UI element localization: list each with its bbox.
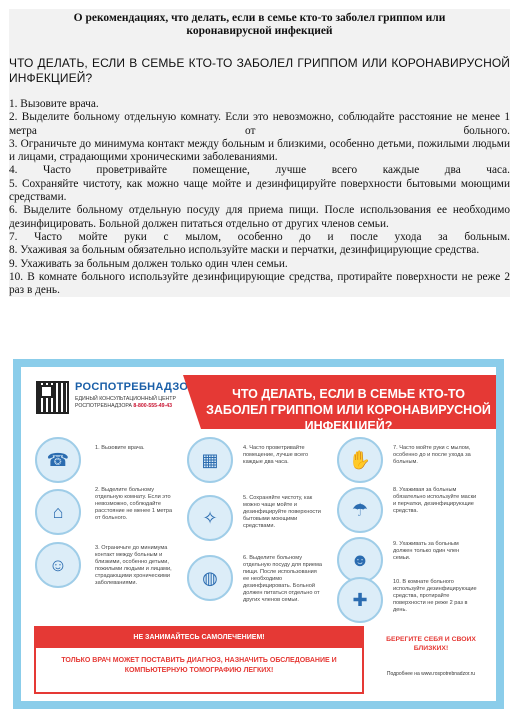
brand-block bbox=[75, 381, 196, 409]
window-icon: ▦ bbox=[187, 437, 233, 483]
section-heading: ЧТО ДЕЛАТЬ, ЕСЛИ В СЕМЬЕ КТО-ТО ЗАБОЛЕЛ ГРИППОМ ИЛИ КОРОНАВИРУСНОЙ ИНФЕКЦИЕЙ? bbox=[9, 56, 510, 85]
handwash-icon: ✋ bbox=[337, 437, 383, 483]
bed-icon: ⌂ bbox=[35, 489, 81, 535]
document-text-block bbox=[9, 9, 510, 297]
document-title: О рекомендациях, что делать, если в семье кто-то заболел гриппом или коронавирусной инфекцией bbox=[73, 12, 446, 37]
warning-box bbox=[34, 626, 364, 694]
warning-text: ТОЛЬКО ВРАЧ МОЖЕТ ПОСТАВИТЬ ДИАГНОЗ, НАЗНАЧИТЬ ОБСЛЕДОВАНИЕ И КОМПЬЮТЕРНУЮ ТОМОГРАФИЮ ЛЕГКИХ! bbox=[61, 657, 337, 674]
step-text: 8. Ухаживая за больным обязательно используйте маски и перчатки, дезинфицирующие средства. bbox=[393, 487, 477, 514]
step-text: 7. Часто мойте руки с мылом, особенно до и после ухода за больным. bbox=[393, 445, 471, 465]
step-text: 3. Ограничьте до минимума контакт между больным и близкими, особенно детьми, пожилыми людьми и лицами, страдающими хроническими заболеваниями. bbox=[95, 545, 172, 586]
step-text: 5. Сохраняйте чистоту, как можно чаще мойте и дезинфицируйте поверхности бытовыми моющими средствами. bbox=[243, 495, 321, 529]
step-text: 6. Выделите больному отдельную посуду для приема пищи. После использования ее необходимо дезинфицировать. Больной должен питаться отдельно от других членов семьи. bbox=[243, 555, 322, 603]
infographic-poster bbox=[13, 359, 504, 709]
list-item: 4. Часто проветривайте помещение, лучше всего каждые два часа. bbox=[9, 164, 510, 177]
list-item: 2. Выделите больному отдельную комнату. Если это невозможно, соблюдайте расстояние не менее 1 метра от больного. bbox=[9, 111, 510, 137]
list-item: 3. Ограничьте до минимума контакт между больным и близкими, особенно детьми, пожилыми людьми и лицами, страдающими хроническими заболеваниями. bbox=[9, 137, 510, 164]
qr-code-icon bbox=[36, 381, 69, 414]
warning-title: НЕ ЗАНИМАЙТЕСЬ САМОЛЕЧЕНИЕМ! bbox=[36, 628, 362, 648]
step-text: 4. Часто проветривайте помещение, лучше всего каждые два часа. bbox=[243, 445, 309, 465]
steps-grid bbox=[21, 437, 496, 621]
list-item: 6. Выделите больному отдельную посуду для приема пищи. После использования ее необходимо дезинфицировать. Больной должен питаться отдельно от других членов семьи. bbox=[9, 204, 510, 230]
list-item: 10. В комнате больного используйте дезинфицирующие средства, протирайте поверхности не реже 2 раз в день. bbox=[9, 270, 510, 297]
brand-name: РОСПОТРЕБНАДЗОР bbox=[75, 381, 196, 393]
recommendations-list bbox=[9, 98, 510, 297]
step-text: 2. Выделите больному отдельную комнату. Если это невозможно, соблюдайте расстояние не менее 1 метра от больного. bbox=[95, 487, 173, 521]
cleaning-icon: ✧ bbox=[187, 495, 233, 541]
step-text: 1. Вызовите врача. bbox=[95, 445, 145, 451]
list-item: 9. Ухаживать за больным должен только один член семьи. bbox=[9, 257, 288, 270]
list-item: 1. Вызовите врача. bbox=[9, 98, 99, 110]
disinfectant-icon: ✚ bbox=[337, 577, 383, 623]
family-icon: ☺ bbox=[35, 542, 81, 588]
brand-subtitle: ЕДИНЫЙ КОНСУЛЬТАЦИОННЫЙ ЦЕНТР РОСПОТРЕБНАДЗОРА 8-800-555-49-43 bbox=[75, 396, 176, 409]
poster-content bbox=[21, 367, 496, 701]
more-info-link[interactable]: Подробнее на www.rospotrebnadzor.ru bbox=[386, 671, 476, 677]
list-item: 5. Сохраняйте чистоту, как можно чаще мойте и дезинфицируйте поверхности бытовыми моющими средствами. bbox=[9, 177, 510, 204]
mask-icon: ☂ bbox=[337, 487, 383, 533]
care-note bbox=[376, 635, 486, 677]
person-icon: ☻ bbox=[337, 537, 383, 583]
step-text: 9. Ухаживать за больным должен только один член семьи. bbox=[393, 541, 460, 561]
doctor-icon: ☎ bbox=[35, 437, 81, 483]
dishes-icon: ◍ bbox=[187, 555, 233, 601]
care-text: БЕРЕГИТЕ СЕБЯ И СВОИХ БЛИЗКИХ! bbox=[386, 636, 476, 652]
step-text: 10. В комнате больного используйте дезинфицирующие средства, протирайте поверхности не реже 2 раз в день. bbox=[393, 579, 477, 613]
list-item: 7. Часто мойте руки с мылом, особенно до и после ухода за больным. bbox=[9, 230, 510, 243]
list-item: 8. Ухаживая за больным обязательно используйте маски и перчатки, дезинфицирующие средства. bbox=[9, 244, 480, 257]
poster-banner-title: ЧТО ДЕЛАТЬ, ЕСЛИ В СЕМЬЕ КТО-ТО ЗАБОЛЕЛ ГРИППОМ ИЛИ КОРОНАВИРУСНОЙ ИНФЕКЦИЕЙ? bbox=[201, 375, 496, 429]
